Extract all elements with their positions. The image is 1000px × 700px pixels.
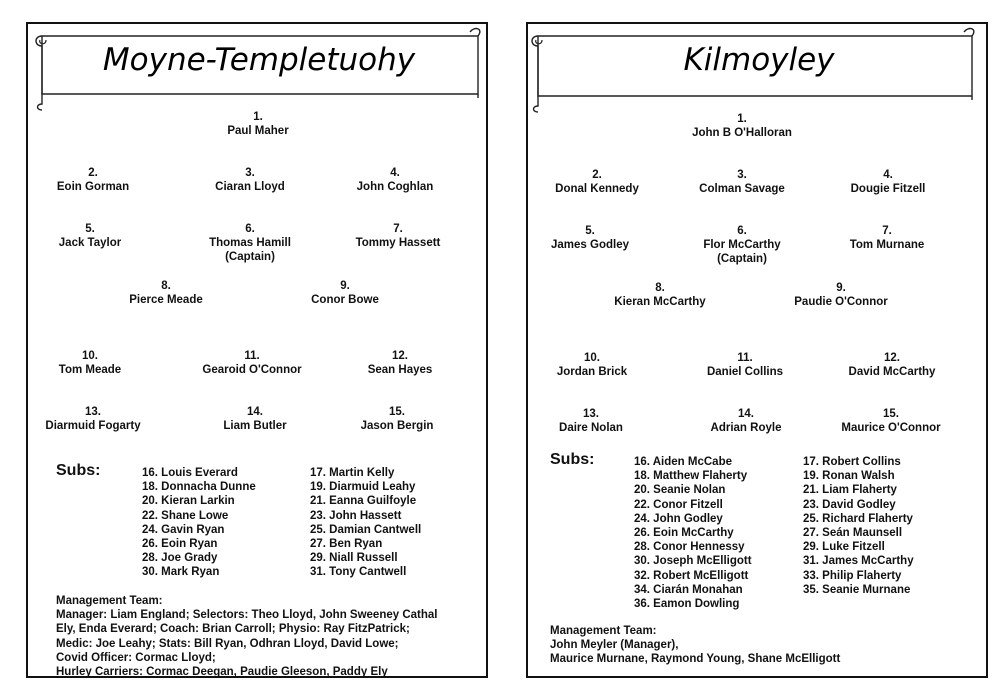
sub-player: 34. Ciarán Monahan xyxy=(634,583,743,596)
sub-player: 16. Louis Everard xyxy=(142,467,238,479)
subs-column-1 xyxy=(142,466,256,580)
player-2: 2. Eoin Gorman xyxy=(56,167,130,193)
subs-column-1 xyxy=(634,455,752,611)
player-9: 9. Paudie O'Connor xyxy=(794,282,888,308)
team-sheet-moyne-templetuohy xyxy=(26,22,488,678)
player-15: 15. Maurice O'Connor xyxy=(841,408,941,434)
sub-player: 35. Seanie Murnane xyxy=(803,583,911,596)
management-line: Management Team: xyxy=(550,625,657,637)
sub-player: 27. Ben Ryan xyxy=(310,538,383,551)
sub-player: 21. Eanna Guilfoyle xyxy=(310,495,417,508)
sub-player: 31. Tony Cantwell xyxy=(310,566,407,579)
player-4: 4. John Coghlan xyxy=(356,167,434,193)
sub-player: 29. Luke Fitzell xyxy=(803,541,885,554)
sub-player: 33. Philip Flaherty xyxy=(803,569,902,582)
sub-player: 28. Joe Grady xyxy=(142,552,218,565)
player-8: 8. Kieran McCarthy xyxy=(614,282,706,308)
team-title: Moyne-Templetuohy xyxy=(102,42,416,78)
management-line: Medic: Joe Leahy; Stats: Bill Ryan, Odhran Lloyd, David Lowe; xyxy=(56,637,399,650)
sub-player: 28. Conor Hennessy xyxy=(634,541,745,554)
sub-player: 27. Seán Maunsell xyxy=(803,527,903,540)
sub-player: 19. Ronan Walsh xyxy=(803,470,895,483)
subs-label: Subs: xyxy=(56,462,101,479)
sub-player: 24. John Godley xyxy=(634,512,723,525)
sub-player: 32. Robert McElligott xyxy=(634,569,749,582)
player-14: 14. Liam Butler xyxy=(223,406,287,432)
player-5: 5. James Godley xyxy=(551,225,629,251)
player-2: 2. Donal Kennedy xyxy=(555,169,639,195)
player-11: 11. Daniel Collins xyxy=(706,352,784,378)
sub-player: 36. Eamon Dowling xyxy=(634,598,740,611)
player-10: 10. Jordan Brick xyxy=(556,352,628,378)
sub-player: 30. Joseph McElligott xyxy=(634,555,752,568)
sub-player: 26. Eoin Ryan xyxy=(142,538,218,551)
sub-player: 26. Eoin McCarthy xyxy=(634,527,734,540)
player-5: 5. Jack Taylor xyxy=(58,223,122,249)
sub-player: 22. Conor Fitzell xyxy=(634,498,723,511)
player-3: 3. Colman Savage xyxy=(699,169,785,195)
player-8: 8. Pierce Meade xyxy=(129,280,203,306)
sub-player: 22. Shane Lowe xyxy=(142,509,229,522)
management-line: Ely, Enda Everard; Coach: Brian Carroll; Physio: Ray FitzPatrick; xyxy=(56,623,410,636)
management-line: Management Team: xyxy=(56,595,163,607)
sub-player: 30. Mark Ryan xyxy=(142,566,220,579)
sub-player: 25. Damian Cantwell xyxy=(310,523,422,536)
player-3: 3. Ciaran Lloyd xyxy=(215,167,285,193)
sub-player: 21. Liam Flaherty xyxy=(803,484,897,497)
sub-player: 17. Robert Collins xyxy=(803,456,901,468)
sub-player: 23. John Hassett xyxy=(310,509,402,522)
subs-column-2 xyxy=(803,455,914,597)
sub-player: 20. Kieran Larkin xyxy=(142,495,235,508)
player-6: 6. Flor McCarthy (Captain) xyxy=(703,225,781,265)
management-line: Hurley Carriers: Cormac Deegan, Paudie Gleeson, Paddy Ely xyxy=(56,666,388,679)
player-7: 7. Tommy Hassett xyxy=(355,223,441,249)
player-12: 12. David McCarthy xyxy=(848,352,936,378)
sub-player: 19. Diarmuid Leahy xyxy=(310,481,416,494)
team-title: Kilmoyley xyxy=(683,42,835,78)
player-11: 11. Gearoid O'Connor xyxy=(202,350,302,376)
management-line: John Meyler (Manager), xyxy=(550,639,679,652)
player-13: 13. Daire Nolan xyxy=(559,408,623,434)
sub-player: 20. Seanie Nolan xyxy=(634,484,726,497)
player-9: 9. Conor Bowe xyxy=(311,280,379,306)
player-6: 6. Thomas Hamill (Captain) xyxy=(209,223,291,263)
sub-player: 29. Niall Russell xyxy=(310,552,398,565)
player-1: 1. John B O'Halloran xyxy=(692,113,792,139)
player-14: 14. Adrian Royle xyxy=(710,408,782,434)
player-1: 1. Paul Maher xyxy=(227,111,289,137)
subs-label: Subs: xyxy=(550,451,595,468)
sub-player: 25. Richard Flaherty xyxy=(803,512,913,525)
sub-player: 18. Donnacha Dunne xyxy=(142,481,256,494)
team-sheet-kilmoyley xyxy=(526,22,988,678)
player-15: 15. Jason Bergin xyxy=(360,406,434,432)
management-team xyxy=(56,594,466,679)
player-4: 4. Dougie Fitzell xyxy=(850,169,926,195)
player-13: 13. Diarmuid Fogarty xyxy=(45,406,141,432)
sub-player: 17. Martin Kelly xyxy=(310,467,395,479)
sub-player: 31. James McCarthy xyxy=(803,555,914,568)
sub-player: 24. Gavin Ryan xyxy=(142,523,225,536)
management-line: Maurice Murnane, Raymond Young, Shane McElligott xyxy=(550,653,841,666)
sub-player: 16. Aiden McCabe xyxy=(634,456,732,468)
player-10: 10. Tom Meade xyxy=(58,350,122,376)
management-team xyxy=(550,624,960,667)
sub-player: 23. David Godley xyxy=(803,498,896,511)
management-line: Manager: Liam England; Selectors: Theo Lloyd, John Sweeney Cathal xyxy=(56,609,438,622)
subs-column-2 xyxy=(310,466,421,580)
player-7: 7. Tom Murnane xyxy=(849,225,925,251)
player-12: 12. Sean Hayes xyxy=(367,350,433,376)
sub-player: 18. Matthew Flaherty xyxy=(634,470,748,483)
management-line: Covid Officer: Cormac Lloyd; xyxy=(56,651,216,664)
